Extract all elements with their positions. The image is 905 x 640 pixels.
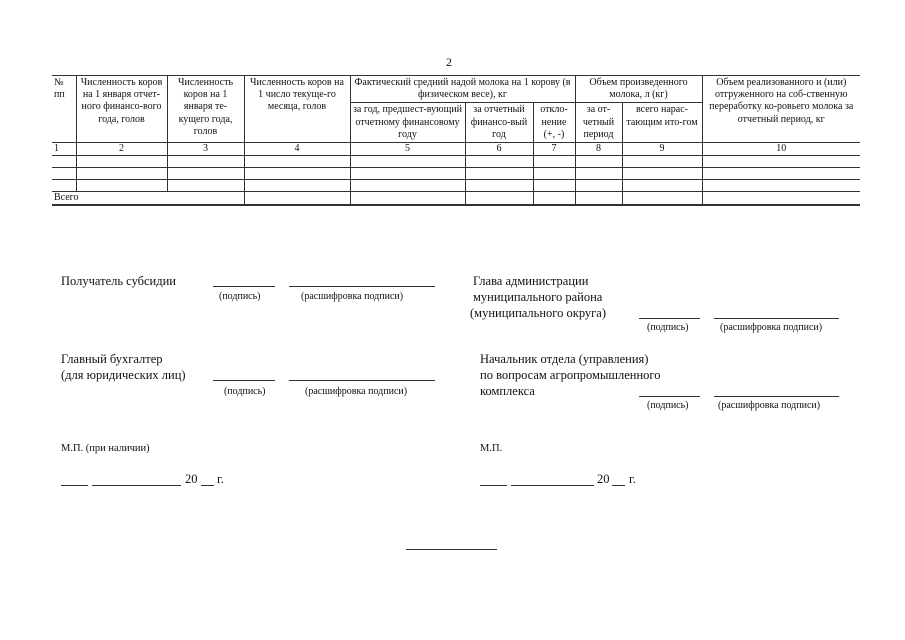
recipient-decode-caption: (расшифровка подписи) xyxy=(301,291,404,302)
column-number: 1 xyxy=(52,142,76,155)
header-cows-current-month: Численность коров на 1 число текуще-го месяца, голов xyxy=(244,76,350,143)
accountant-signature-caption: (подпись) xyxy=(224,386,266,397)
date-left-month-line xyxy=(92,485,181,486)
head-admin-signature-caption: (подпись) xyxy=(647,322,689,333)
column-numbers-row xyxy=(52,142,860,155)
header-yield-previous-year: за год, предшест-вующий отчетному финансовому году xyxy=(350,103,465,143)
accountant-decode-line xyxy=(289,380,435,381)
column-number: 8 xyxy=(575,142,622,155)
column-number: 3 xyxy=(167,142,244,155)
date-left-year-prefix: 20 xyxy=(185,472,198,486)
recipient-signature-line xyxy=(213,286,275,287)
date-right-year-line xyxy=(612,485,625,486)
column-number: 4 xyxy=(244,142,350,155)
header-group-milk-yield: Фактический средний надой молока на 1 корову (в физическом весе), кг xyxy=(350,76,575,103)
date-left-year-suffix: г. xyxy=(217,472,224,486)
column-number: 9 xyxy=(622,142,702,155)
accountant-decode-caption: (расшифровка подписи) xyxy=(305,386,408,397)
date-left-year-line xyxy=(201,485,214,486)
column-number: 5 xyxy=(350,142,465,155)
dept-head-signature-line xyxy=(639,396,700,397)
date-right-year-suffix: г. xyxy=(629,472,636,486)
table-row xyxy=(52,155,860,167)
header-group-milk-volume: Объем произведенного молока, л (кг) xyxy=(575,76,702,103)
report-table xyxy=(52,75,860,206)
table-row xyxy=(52,179,860,191)
header-volume-cumulative: всего нарас-тающим ито-гом xyxy=(622,103,702,143)
head-admin-decode-caption: (расшифровка подписи) xyxy=(720,322,823,333)
column-number: 2 xyxy=(76,142,167,155)
page-number: 2 xyxy=(446,55,452,69)
head-admin-label-line2: муниципального района xyxy=(473,290,603,304)
table-row xyxy=(52,167,860,179)
header-cows-reporting-year: Численность коров на 1 января отчет-ного финансо-вого года, голов xyxy=(76,76,167,143)
stamp-right-label: М.П. xyxy=(480,443,503,454)
total-label: Всего xyxy=(52,191,167,205)
dept-head-label-line3: комплекса xyxy=(480,384,535,398)
column-number: 10 xyxy=(702,142,860,155)
dept-head-label-line1: Начальник отдела (управления) xyxy=(480,352,649,366)
column-number: 7 xyxy=(533,142,575,155)
header-cows-current-year: Численность коров на 1 января те-кущего года, голов xyxy=(167,76,244,143)
header-yield-reporting-year: за отчетный финансо-вый год xyxy=(465,103,533,143)
header-milk-sold: Объем реализованного и (или) отгруженного на соб-ственную переработку ко-ровьего молока за отчетный период, кг xyxy=(702,76,860,143)
head-admin-label-line1: Глава администрации xyxy=(473,274,589,288)
dept-head-label-line2: по вопросам агропромышленного xyxy=(480,368,661,382)
accountant-signature-line xyxy=(213,380,275,381)
dept-head-signature-caption: (подпись) xyxy=(647,400,689,411)
head-admin-label-line3: (муниципального округа) xyxy=(470,306,606,320)
header-volume-period: за от-четный период xyxy=(575,103,622,143)
column-number: 6 xyxy=(465,142,533,155)
accountant-label-line2: (для юридических лиц) xyxy=(61,368,186,382)
dept-head-decode-caption: (расшифровка подписи) xyxy=(718,400,821,411)
head-admin-decode-line xyxy=(714,318,839,319)
footer-separator-line xyxy=(406,549,497,550)
header-number: № пп xyxy=(52,76,76,143)
accountant-label-line1: Главный бухгалтер xyxy=(61,352,163,366)
stamp-left-label: М.П. (при наличии) xyxy=(61,443,150,454)
recipient-decode-line xyxy=(289,286,435,287)
header-yield-deviation: откло-нение (+, -) xyxy=(533,103,575,143)
total-row xyxy=(52,191,860,205)
recipient-signature-caption: (подпись) xyxy=(219,291,261,302)
dept-head-decode-line xyxy=(714,396,839,397)
head-admin-signature-line xyxy=(639,318,700,319)
date-right-month-line xyxy=(511,485,594,486)
date-left-day-line xyxy=(61,485,88,486)
date-right-day-line xyxy=(480,485,507,486)
date-right-year-prefix: 20 xyxy=(597,472,610,486)
recipient-label: Получатель субсидии xyxy=(61,274,176,288)
